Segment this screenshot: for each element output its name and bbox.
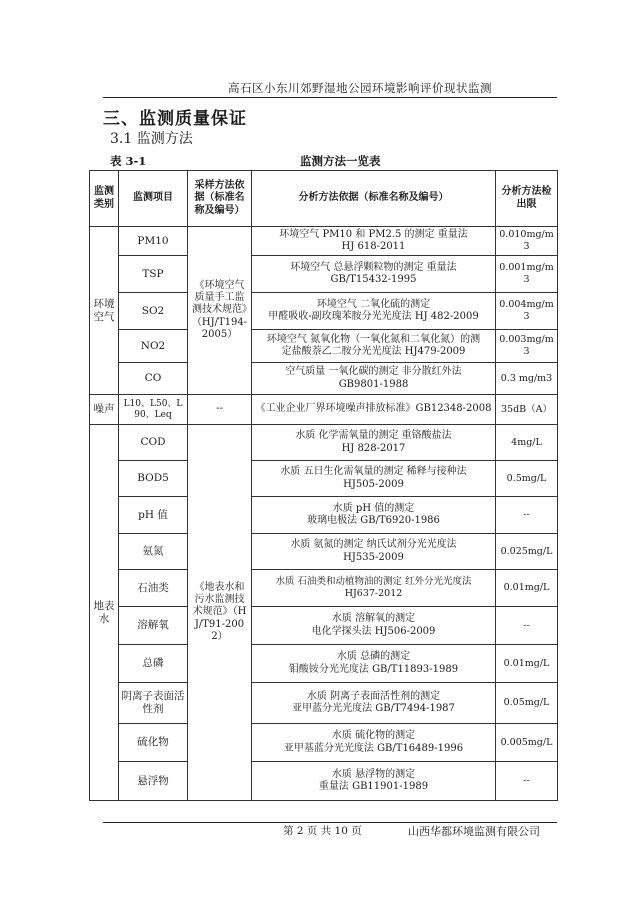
method-cell	[252, 425, 496, 461]
method-line: 水质 化学需氧量的测定 重铬酸盐法	[295, 430, 452, 442]
method-standard: 亚甲基蓝分光光度法 GB/T16489-1996	[283, 742, 464, 754]
sampling-air: 《环境空气质量手工监测技术规范》（HJ/T194-2005）	[188, 227, 252, 395]
item-cell: L10、L50、L90、Leq	[119, 395, 188, 425]
table-row	[90, 293, 558, 330]
table-caption: 监测方法一览表	[300, 154, 381, 168]
table-row	[90, 425, 558, 461]
table-row	[90, 256, 558, 293]
item-cell	[119, 227, 188, 256]
item-cell: 悬浮物	[119, 762, 188, 801]
header-category: 监测类别	[90, 171, 119, 227]
method-line: 水质 石油类和动植物油的测定 红外分光光度法	[275, 576, 472, 588]
header-divider	[103, 97, 557, 98]
table-row	[90, 227, 558, 256]
item-cell: 溶解氧	[119, 607, 188, 645]
monitoring-methods-table	[89, 170, 558, 801]
method-standard: HJ 618-2011	[341, 241, 406, 252]
item-cell: NO2	[119, 330, 188, 363]
item-cell: CO	[119, 363, 188, 395]
table-row	[90, 330, 558, 363]
method-standard: 定盐酸萘乙二胺分光光度法 HJ479-2009	[281, 346, 466, 357]
method-cell	[252, 256, 496, 293]
limit-cell: 0.01mg/L	[496, 645, 558, 683]
limit-cell: --	[496, 762, 558, 801]
section-title: 三、监测质量保证	[103, 109, 247, 129]
limit-cell: 4mg/L	[496, 425, 558, 461]
item-cell: 总磷	[119, 645, 188, 683]
table-row	[90, 762, 558, 801]
method-line: 水质 阴离子表面活性剂的测定	[306, 690, 441, 702]
table-row	[90, 497, 558, 534]
table-header-row	[90, 171, 558, 227]
method-standard: HJ 828-2017	[341, 442, 406, 454]
method-standard: 钼酸铵分光光度法 GB/T11893-1989	[288, 663, 459, 675]
method-line: 水质 氨氮的测定 纳氏试剂分光光度法	[290, 539, 457, 551]
limit-cell: 0.004mg/m3	[496, 293, 558, 330]
limit-cell: 0.025mg/L	[496, 534, 558, 570]
limit-cell: 0.010mg/m3	[496, 227, 558, 256]
method-standard: HJ505-2009	[343, 478, 404, 490]
header-analysis: 分析方法依据（标准名称及编号）	[252, 171, 496, 227]
method-standard: GB9801-1988	[338, 378, 409, 390]
method-standard: HJ637-2012	[344, 588, 403, 599]
header-limit: 分析方法检出限	[496, 171, 558, 227]
method-cell	[252, 570, 496, 607]
method-standard: 玻璃电极法 GB/T6920-1986	[307, 515, 440, 526]
table-row	[90, 607, 558, 645]
limit-cell: 35dB（A）	[496, 395, 558, 425]
category-air-label: 环境空气	[93, 297, 115, 323]
method-standard: HJ535-2009	[343, 551, 404, 563]
method-standard: 亚甲蓝分光光度法 GB/T7494-1987	[292, 703, 455, 714]
page-header-title: 高石区小东川郊野湿地公园环境影响评价现状监测	[228, 81, 492, 95]
table-row	[90, 645, 558, 683]
table-row	[90, 570, 558, 607]
method-cell	[252, 762, 496, 801]
sampling-water: 《地表水和污水监测技术规范》（HJ/T91-2002）	[188, 425, 252, 801]
item-label: PM10	[137, 234, 169, 247]
table-row	[90, 395, 558, 425]
method-standard: 甲醛吸收-副玫瑰苯胺分光光度法 HJ 482-2009	[268, 311, 479, 322]
item-cell: pH 值	[119, 497, 188, 534]
table-row	[90, 534, 558, 570]
limit-cell: 0.005mg/L	[496, 724, 558, 762]
method-line: 水质 溶解氧的测定	[331, 613, 416, 625]
item-cell: SO2	[119, 293, 188, 330]
limit-cell: 0.3 mg/m3	[496, 363, 558, 395]
method-cell	[252, 724, 496, 762]
method-line: 环境空气 氮氧化物（一氧化氮和二氧化氮）的测	[266, 333, 481, 345]
method-line: 空气质量 一氧化碳的测定 非分散红外法	[285, 366, 462, 378]
item-cell: TSP	[119, 256, 188, 293]
method-standard: 电化学探头法 HJ506-2009	[311, 625, 436, 637]
method-cell: 《工业企业厂界环境噪声排放标准》GB12348-2008	[252, 395, 496, 425]
table-row	[90, 363, 558, 395]
method-cell	[252, 645, 496, 683]
limit-cell: 0.5mg/L	[496, 461, 558, 497]
subsection-title: 3.1 监测方法	[110, 131, 193, 147]
limit-cell: 0.01mg/L	[496, 570, 558, 607]
method-line: 水质 总磷的测定	[336, 651, 411, 663]
method-line: 环境空气 总悬浮颗粒物的测定 重量法	[290, 261, 457, 273]
table-row	[90, 683, 558, 724]
table-row	[90, 724, 558, 762]
method-line: 水质 硫化物的测定	[331, 730, 416, 742]
method-line: 环境空气 PM10 和 PM2.5 的测定 重量法	[279, 228, 468, 240]
limit-cell: 0.001mg/m3	[496, 256, 558, 293]
method-standard: 重量法 GB11901-1989	[318, 781, 429, 792]
method-cell	[252, 363, 496, 395]
item-cell: COD	[119, 425, 188, 461]
method-standard: GB/T15432-1995	[330, 274, 417, 285]
item-cell: 石油类	[119, 570, 188, 607]
item-cell: 氨氮	[119, 534, 188, 570]
item-cell: BOD5	[119, 461, 188, 497]
header-sampling: 采样方法依据（标准名称及编号）	[188, 171, 252, 227]
method-cell	[252, 461, 496, 497]
sampling-noise: --	[188, 395, 252, 425]
page-number: 第 2 页 共 10 页	[283, 825, 362, 837]
category-air	[90, 227, 119, 395]
method-cell	[252, 330, 496, 363]
company-name: 山西华都环境监测有限公司	[408, 825, 540, 838]
limit-cell: --	[496, 497, 558, 534]
method-cell	[252, 534, 496, 570]
category-water: 地表水	[90, 425, 119, 801]
method-cell	[252, 607, 496, 645]
method-cell	[252, 497, 496, 534]
limit-cell: 0.003mg/m3	[496, 330, 558, 363]
method-line: 水质 pH 值的测定	[332, 502, 415, 514]
category-noise: 噪声	[90, 395, 119, 425]
item-cell: 硫化物	[119, 724, 188, 762]
table-id: 表 3-1	[110, 154, 147, 168]
header-item: 监测项目	[119, 171, 188, 227]
item-cell: 阴离子表面活性剂	[119, 683, 188, 724]
limit-cell: 0.05mg/L	[496, 683, 558, 724]
method-line: 水质 五日生化需氧量的测定 稀释与接种法	[280, 466, 467, 478]
table-row	[90, 461, 558, 497]
limit-cell: --	[496, 607, 558, 645]
method-cell	[252, 293, 496, 330]
method-cell	[252, 227, 496, 256]
method-cell	[252, 683, 496, 724]
method-line: 环境空气 二氧化硫的测定	[316, 298, 431, 310]
method-line: 水质 悬浮物的测定	[331, 768, 416, 780]
